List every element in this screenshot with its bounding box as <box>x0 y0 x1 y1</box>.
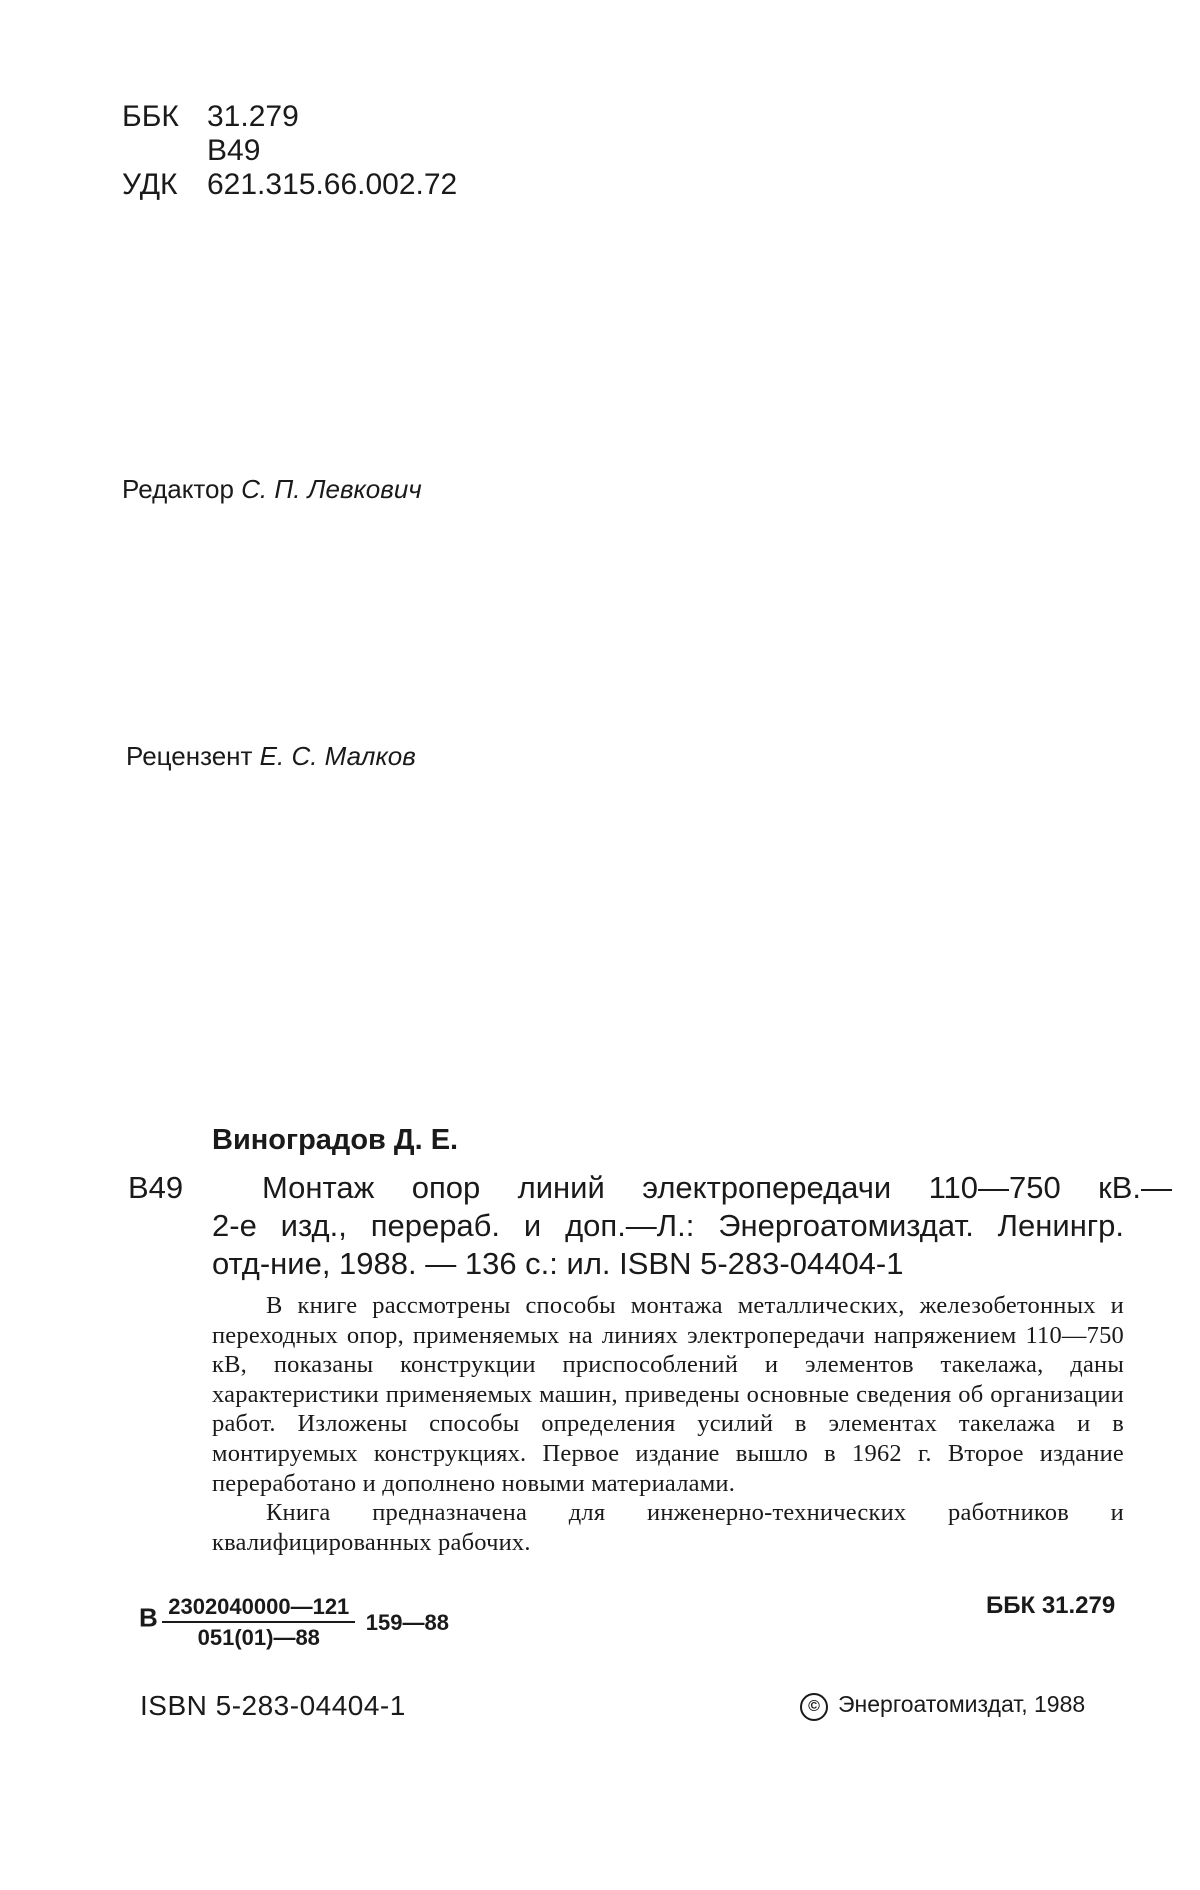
annotation <box>212 1291 1124 1557</box>
author-mark: В49 <box>207 134 261 167</box>
title-line-3: отд-ние, 1988. — 136 с.: ил. ISBN 5-283-04404-1 <box>212 1246 904 1281</box>
entry-code: В49 <box>128 1170 184 1205</box>
udk-code: 621.315.66.002.72 <box>207 168 458 201</box>
udk-label: УДК <box>122 168 178 201</box>
udk-line <box>122 168 457 202</box>
title-line-1: Монтаж опор линий электропередачи 110—750 кВ.— <box>262 1170 1172 1205</box>
annotation-paragraph: Книга предназначена для инженерно-технических работников и квалифицированных рабочих. <box>212 1499 1124 1556</box>
reviewer-name: Е. С. Малков <box>259 741 416 771</box>
bbk-code: 31.279 <box>207 100 299 133</box>
annotation-paragraph: В книге рассмотрены способы монтажа металлических, железобетонных и переходных опор, применяемых на линиях электропередачи напряжением 110—750 кВ, показаны конструкции приспособлений и элементов такелажа, даны характеристики применяемых машин, приведены основные сведения об организации работ. Изложены способы определения усилий в элементах такелажа и в монтируемых конструкциях. Первое издание вышло в 1962 г. Второе издание переработано и дополнено новыми материалами. <box>212 1292 1124 1497</box>
fraction <box>162 1594 355 1651</box>
copyright-text: Энергоатомиздат, 1988 <box>838 1691 1086 1717</box>
fraction-numerator: 2302040000—121 <box>162 1594 355 1623</box>
copyright <box>800 1691 1085 1721</box>
reviewer-role: Рецензент <box>126 741 253 771</box>
copyright-icon: © <box>800 1693 828 1721</box>
reviewer-credit <box>126 741 416 772</box>
fraction-denominator: 051(01)—88 <box>197 1625 320 1650</box>
editor-credit <box>122 474 422 505</box>
index-suffix: 159—88 <box>365 1609 449 1635</box>
isbn: ISBN 5-283-04404-1 <box>140 1690 406 1721</box>
bbk-right: ББК 31.279 <box>986 1592 1116 1619</box>
title-line-2: 2-е изд., перераб. и доп.—Л.: Энергоатомиздат. Ленингр. <box>212 1208 1124 1243</box>
author-mark-line <box>122 134 260 168</box>
bbk-label: ББК <box>122 100 179 133</box>
author-heading: Виноградов Д. Е. <box>212 1124 459 1156</box>
index-fraction <box>139 1594 449 1651</box>
editor-name: С. П. Левкович <box>241 474 422 504</box>
editor-role: Редактор <box>122 474 234 504</box>
index-prefix: В <box>139 1602 158 1633</box>
bbk-line <box>122 100 299 134</box>
